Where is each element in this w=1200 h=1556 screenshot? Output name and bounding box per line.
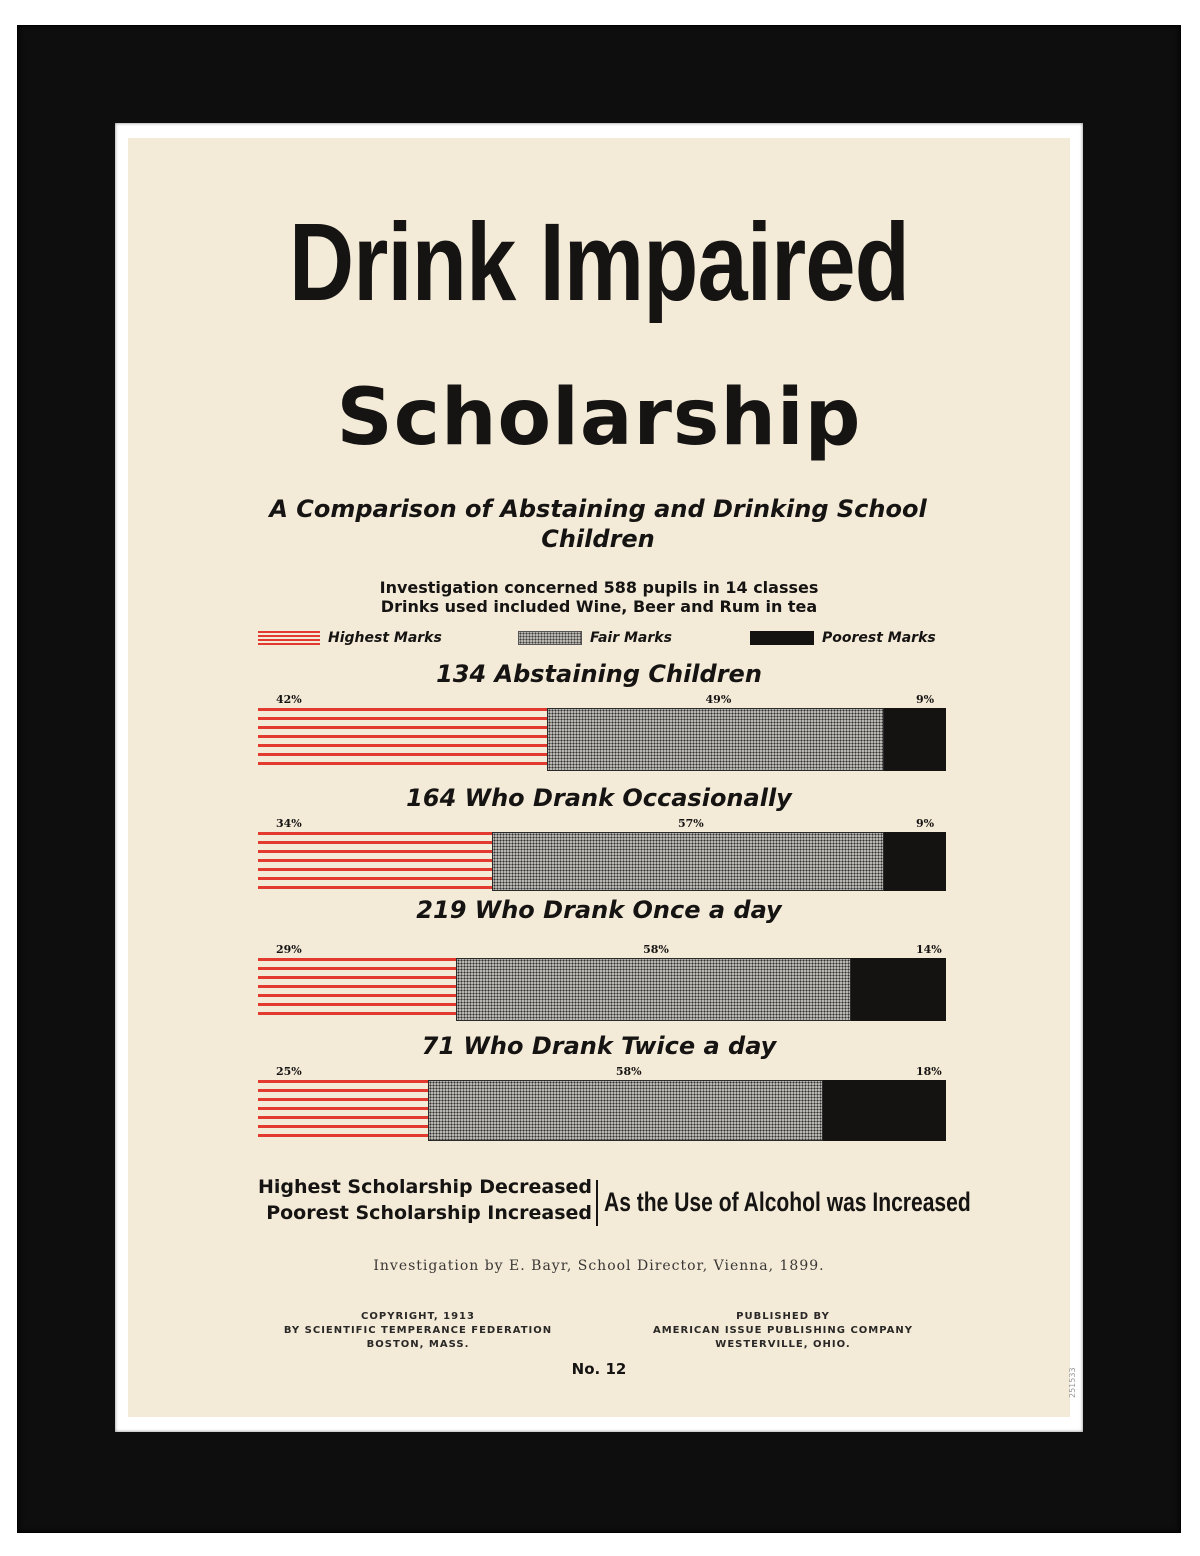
investigation-note-line1: Investigation concerned 588 pupils in 14 classes bbox=[379, 578, 819, 597]
data-label-highest-marks-2: 34% bbox=[276, 817, 302, 830]
investigation-credit: Investigation by E. Bayr, School Director, Vienna, 1899. bbox=[373, 1258, 825, 1274]
poster-number: No. 12 bbox=[571, 1360, 627, 1378]
data-label-highest-marks-1: 42% bbox=[276, 693, 302, 706]
conclusion-divider bbox=[596, 1180, 598, 1226]
copyright-line1: COPYRIGHT, 1913 bbox=[361, 1311, 475, 1322]
investigation-note-line2: Drinks used included Wine, Beer and Rum in tea bbox=[380, 597, 818, 616]
poster-subtitle: A Comparison of Abstaining and Drinking School Children bbox=[269, 495, 927, 553]
legend-label-poorest-marks: Poorest Marks bbox=[822, 630, 936, 646]
poster-title-line2: Scholarship bbox=[336, 373, 862, 463]
bar-segment-poorest-marks-4 bbox=[823, 1080, 946, 1141]
bar-segment-fair-marks-2 bbox=[492, 832, 884, 891]
legend-swatch-poorest-marks bbox=[750, 631, 814, 645]
bar-segment-fair-marks-4 bbox=[428, 1080, 823, 1141]
bar-segment-poorest-marks-1 bbox=[884, 708, 946, 771]
copyright-line3: BOSTON, MASS. bbox=[366, 1339, 470, 1350]
publisher-line1: PUBLISHED BY bbox=[736, 1311, 830, 1322]
group-title-2: 164 Who Drank Occasionally bbox=[406, 784, 792, 812]
data-label-poorest-marks-3: 14% bbox=[916, 943, 942, 956]
legend-swatch-highest-marks bbox=[258, 631, 320, 645]
conclusion-left-line1: Highest Scholarship Decreased bbox=[258, 1176, 593, 1198]
bar-segment-highest-marks-2 bbox=[258, 832, 492, 891]
data-label-fair-marks-2: 57% bbox=[678, 817, 704, 830]
data-label-fair-marks-1: 49% bbox=[705, 693, 732, 706]
bar-segment-highest-marks-3 bbox=[258, 958, 456, 1021]
publisher-line3: WESTERVILLE, OHIO. bbox=[715, 1339, 851, 1350]
bar-segment-fair-marks-3 bbox=[456, 958, 851, 1021]
poster-title: Drink Impaired bbox=[288, 201, 910, 324]
publisher-line2: AMERICAN ISSUE PUBLISHING COMPANY bbox=[652, 1325, 914, 1336]
conclusion-left-line2: Poorest Scholarship Increased bbox=[266, 1202, 593, 1224]
bar-segment-poorest-marks-2 bbox=[884, 832, 946, 891]
publisher-block bbox=[628, 1310, 938, 1352]
poster-paper bbox=[128, 138, 1077, 1417]
data-label-fair-marks-3: 58% bbox=[643, 943, 669, 956]
bar-segment-highest-marks-4 bbox=[258, 1080, 428, 1141]
conclusion-left bbox=[258, 1174, 592, 1226]
investigation-note bbox=[128, 578, 1070, 616]
data-label-poorest-marks-2: 9% bbox=[916, 817, 935, 830]
copyright-block bbox=[268, 1310, 568, 1352]
catalog-stamp: 251533 bbox=[1068, 1367, 1077, 1398]
bar-segment-fair-marks-1 bbox=[547, 708, 884, 771]
data-label-poorest-marks-4: 18% bbox=[916, 1065, 942, 1078]
copyright-line2: BY SCIENTIFIC TEMPERANCE FEDERATION bbox=[283, 1325, 553, 1336]
conclusion-right: As the Use of Alcohol was Increased bbox=[604, 1187, 971, 1217]
legend-label-fair-marks: Fair Marks bbox=[590, 630, 672, 646]
bar-segment-poorest-marks-3 bbox=[851, 958, 946, 1021]
legend-swatch-fair-marks bbox=[518, 631, 582, 645]
bar-segment-highest-marks-1 bbox=[258, 708, 547, 771]
group-title-3: 219 Who Drank Once a day bbox=[416, 896, 782, 924]
data-label-highest-marks-4: 25% bbox=[276, 1065, 302, 1078]
group-title-1: 134 Abstaining Children bbox=[436, 660, 762, 688]
data-label-fair-marks-4: 58% bbox=[615, 1065, 642, 1078]
group-title-4: 71 Who Drank Twice a day bbox=[421, 1032, 777, 1060]
data-label-poorest-marks-1: 9% bbox=[916, 693, 935, 706]
data-label-highest-marks-3: 29% bbox=[276, 943, 302, 956]
legend-label-highest-marks: Highest Marks bbox=[328, 630, 442, 646]
